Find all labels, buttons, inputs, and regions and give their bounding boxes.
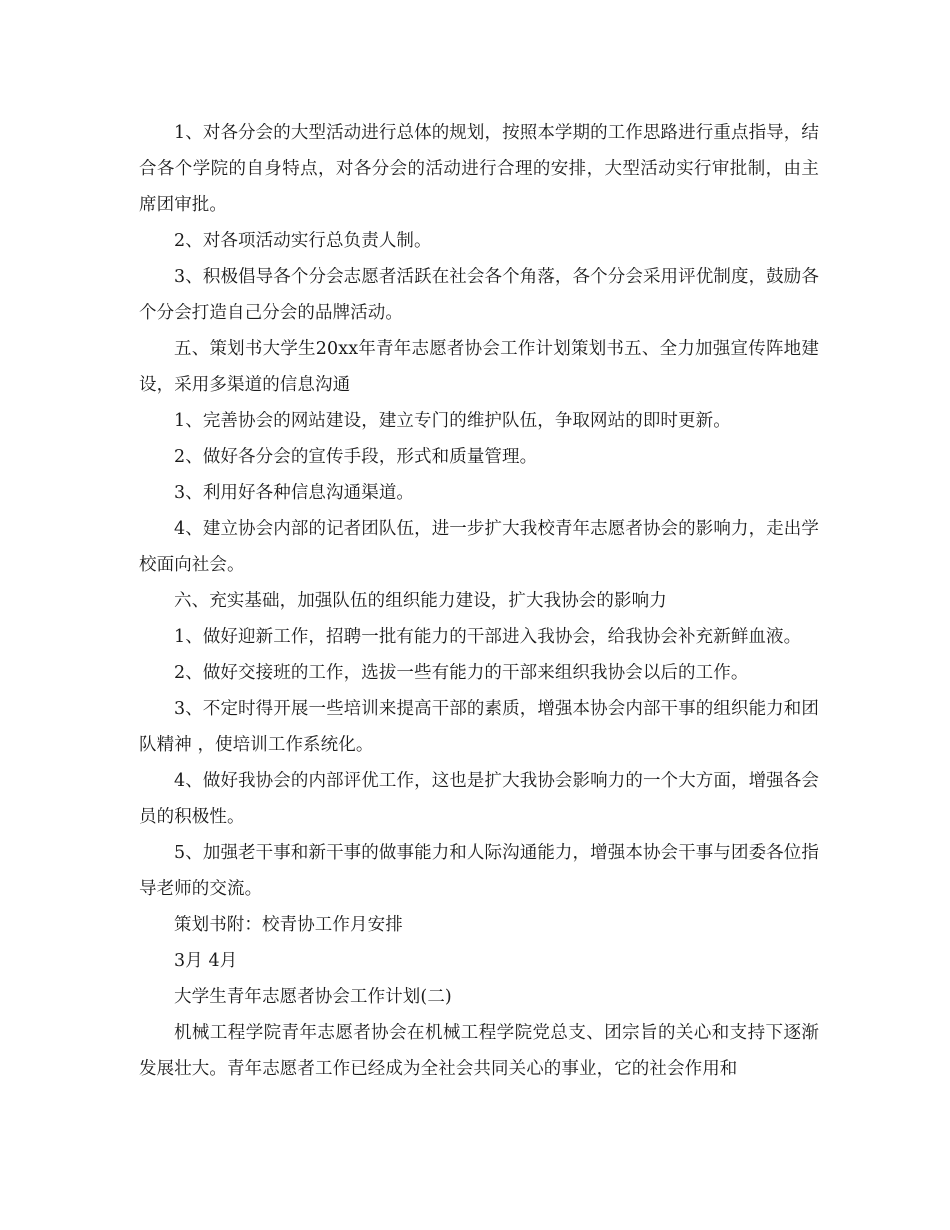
- paragraph-14: 5、加强老干事和新干事的做事能力和人际沟通能力，增强本协会干事与团委各位指导老师的交流。: [139, 843, 819, 899]
- paragraph-8: 4、建立协会内部的记者团队伍，进一步扩大我校青年志愿者协会的影响力，走出学校面向社会。: [139, 519, 819, 575]
- paragraph-5: 1、完善协会的网站建设，建立专门的维护队伍，争取网站的即时更新。: [174, 411, 731, 431]
- paragraph-7: 3、利用好各种信息沟通渠道。: [174, 483, 415, 503]
- paragraph-10: 1、做好迎新工作，招聘一批有能力的干部进入我协会，给我协会补充新鲜血液。: [174, 627, 802, 647]
- paragraph-2: 2、对各项活动实行总负责人制。: [174, 231, 432, 251]
- paragraph-1: 1、对各分会的大型活动进行总体的规划，按照本学期的工作思路进行重点指导，结合各个学院的自身特点，对各分会的活动进行合理的安排，大型活动实行审批制，由主席团审批。: [139, 123, 819, 215]
- section-heading-5: 五、策划书大学生20xx年青年志愿者协会工作计划策划书五、全力加强宣传阵地建设，采用多渠道的信息沟通: [139, 339, 819, 395]
- paragraph-12: 3、不定时得开展一些培训来提高干部的素质，增强本协会内部干事的组织能力和团队精神 ，使培训工作系统化。: [139, 699, 819, 755]
- document-body: [139, 115, 819, 1087]
- paragraph-11: 2、做好交接班的工作，选拔一些有能力的干部来组织我协会以后的工作。: [174, 663, 749, 683]
- appendix-heading: 策划书附：校青协工作月安排: [174, 915, 403, 935]
- paragraph-6: 2、做好各分会的宣传手段，形式和质量管理。: [174, 447, 538, 467]
- paragraph-18: 机械工程学院青年志愿者协会在机械工程学院党总支、团宗旨的关心和支持下逐渐发展壮大。青年志愿者工作已经成为全社会共同关心的事业，它的社会作用和: [139, 1023, 819, 1079]
- paragraph-13: 4、做好我协会的内部评优工作，这也是扩大我协会影响力的一个大方面，增强各会员的积极性。: [139, 771, 819, 827]
- month-schedule: 3月 4月: [174, 951, 238, 971]
- paragraph-3: 3、积极倡导各个分会志愿者活跃在社会各个角落，各个分会采用评优制度，鼓励各个分会打造自己分会的品牌活动。: [139, 267, 819, 323]
- section-heading-6: 六、充实基础，加强队伍的组织能力建设，扩大我协会的影响力: [174, 591, 667, 611]
- document-subtitle: 大学生青年志愿者协会工作计划(二): [174, 987, 452, 1007]
